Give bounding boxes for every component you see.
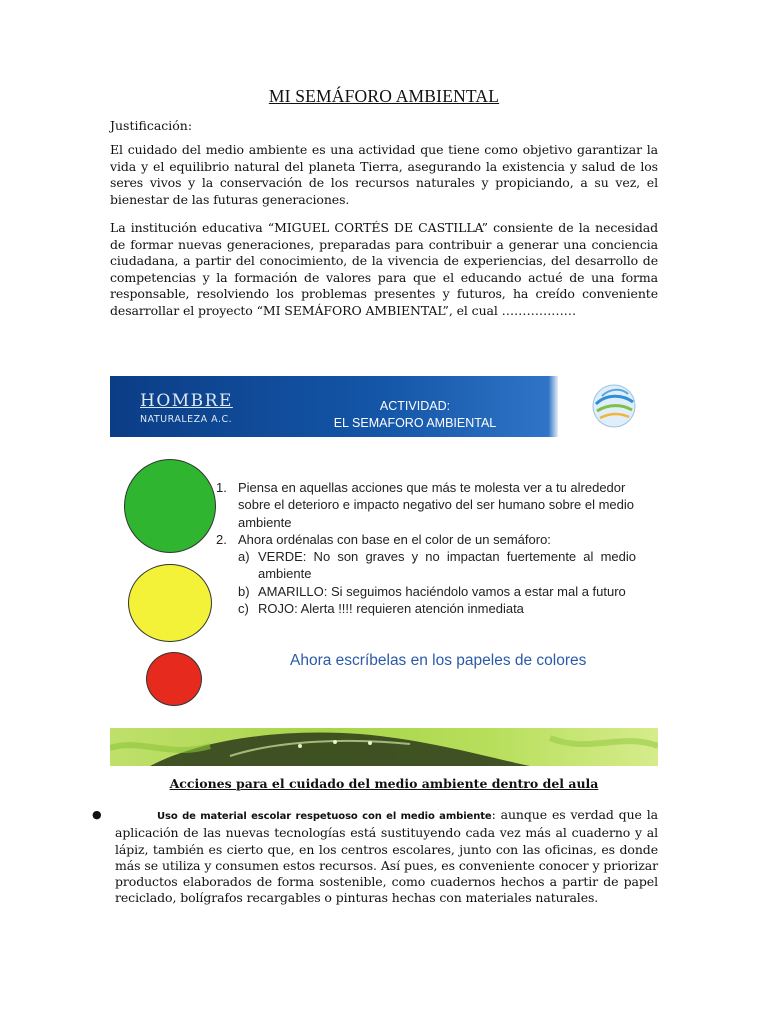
brand-name: HOMBRE [140, 391, 233, 411]
instruction-subitem [216, 583, 636, 600]
bullet-paragraph [115, 807, 658, 907]
instruction-text: Ahora ordénalas con base en el color de un semáforo: [238, 531, 551, 547]
paragraph-institution: La institución educativa “MIGUEL CORTÉS DE CASTILLA” consiente de la necesidad de formar nuevas generaciones, preparadas para contribuir a generar una conciencia ciudadana, a partir del conocimiento, de la vivencia de experiencias, del desarrollo de competencias y la formación de valores para que el educando actué de una forma responsable, resolviendo los problemas presentes y futuros, ha creído conveniente desarrollar el proyecto “MI SEMÁFORO AMBIENTAL”, el cual ……………… [110, 220, 658, 318]
subitem-letter: c) [238, 601, 249, 617]
instructions-list [216, 479, 636, 617]
page-title: MI SEMÁFORO AMBIENTAL [268, 86, 500, 106]
activity-banner [110, 376, 658, 437]
subitem-text: AMARILLO: Si seguimos haciéndolo vamos a estar mal a futuro [258, 583, 626, 599]
globe-logo-icon [588, 380, 640, 432]
decorative-green-strip [110, 728, 658, 766]
traffic-light-green [124, 459, 216, 553]
instruction-subitem [216, 600, 636, 617]
traffic-light-yellow [128, 564, 212, 642]
paragraph-environment: El cuidado del medio ambiente es una actividad que tiene como objetivo garantizar la vida y el equilibrio natural del planeta Tierra, asegurando la existencia y salud de los seres vivos y la conservación de los recursos naturales y propiciando, a su vez, el bienestar de las futuras generaciones. [110, 142, 658, 207]
leaf-pattern-icon [110, 728, 658, 766]
banner-text [315, 398, 515, 432]
instruction-item [216, 479, 636, 531]
instruction-item [216, 531, 636, 548]
bullet-text: : aunque es verdad que la aplicación de las nuevas tecnologías está sustituyendo cada vez más al cuaderno y al lápiz, también es cierto que, en los centros escolares, junto con las oficinas, es donde más se utiliza y consumen estos recursos. Así pues, es conveniente conocer y priorizar productos elaborados de forma sostenible, como cuadernos hechos a partir de papel reciclado, bolígrafos recargables o pinturas hechas con materiales naturales. [115, 807, 658, 906]
subitem-text: ROJO: Alerta !!!! requieren atención inmediata [258, 601, 524, 617]
subitem-letter: a) [238, 549, 250, 565]
instruction-subitem [216, 548, 636, 583]
subitem-text: VERDE: No son graves y no impactan fuertemente al medio ambiente [258, 549, 636, 582]
subitem-letter: b) [238, 583, 250, 599]
banner-line-1: ACTIVIDAD: [379, 399, 451, 413]
instruction-number: 2. [216, 531, 227, 547]
bullet-icon: ● [92, 808, 102, 821]
justification-heading: Justificación: [110, 118, 193, 133]
section-heading: Acciones para el cuidado del medio ambiente dentro del aula [169, 776, 599, 791]
instruction-number: 1. [216, 480, 227, 495]
instruction-text: Piensa en aquellas acciones que más te molesta ver a tu alrededor sobre el deterioro e impacto negativo del ser humano sobre el medio ambiente [238, 480, 635, 530]
activity-image [110, 376, 658, 766]
bullet-lead: Uso de material escolar respetuoso con el medio ambiente [157, 811, 492, 822]
call-to-action: Ahora escríbelas en los papeles de colores [290, 652, 587, 669]
traffic-light-red [146, 652, 202, 706]
banner-line-2: EL SEMAFORO AMBIENTAL [333, 416, 497, 430]
brand-subtitle: NATURALEZA A.C. [140, 414, 233, 425]
